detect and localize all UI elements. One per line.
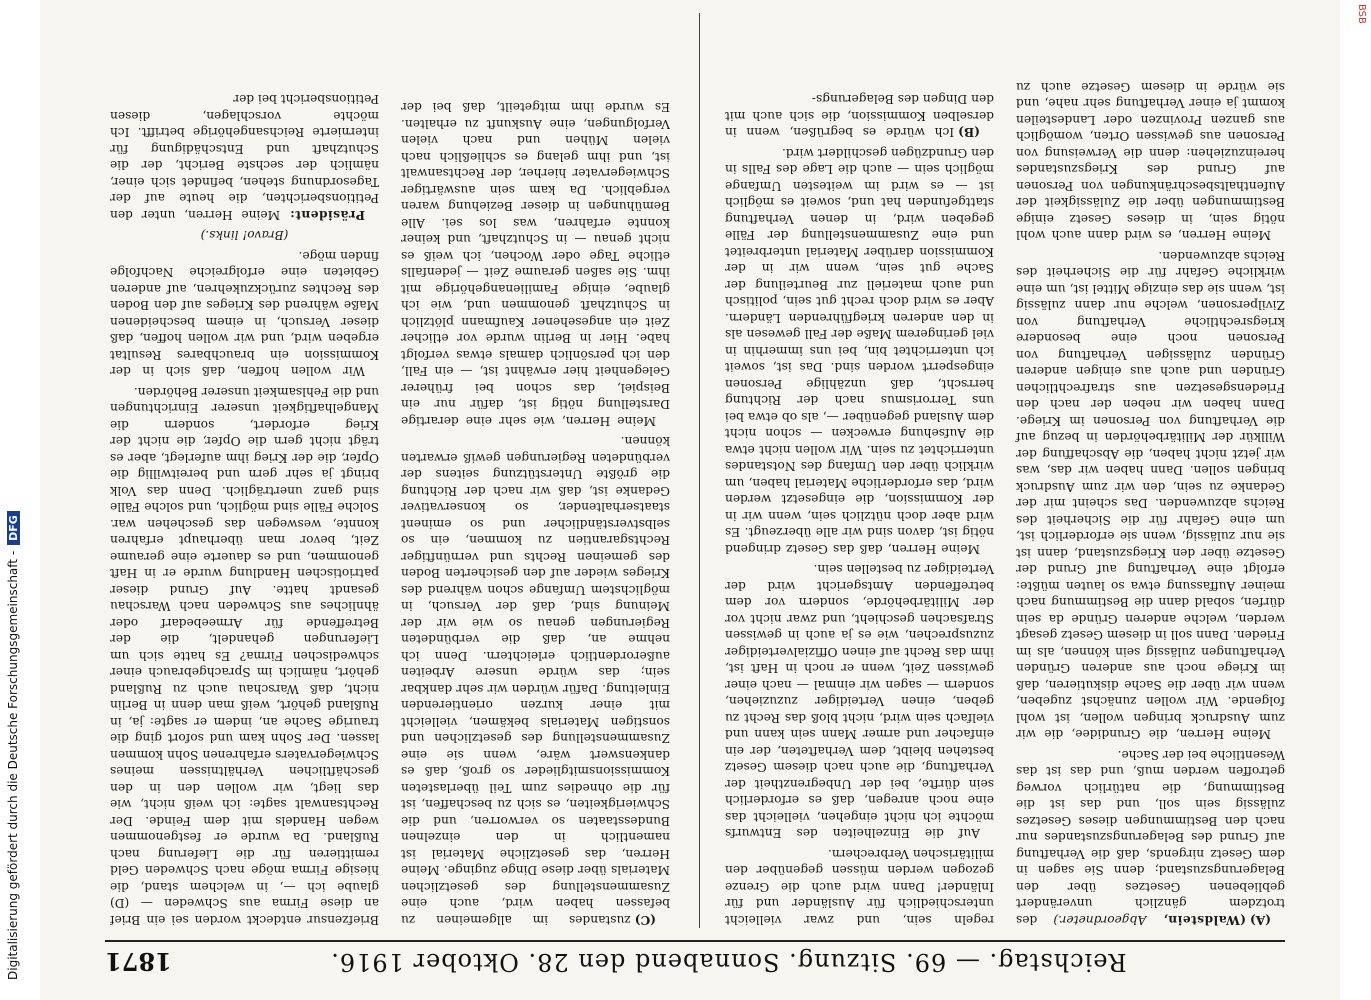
speaker-name: (Waldstein, [1146,913,1246,927]
paragraph [725,91,994,141]
paragraph-text: des trotzdem gänzlich unverändert gebliebenen Gesetzes über den Belagerungszustand; denn Sie sagen in dem Gesetz nirgends, daß die Verhaftung auf Grund des Belagerungszustandes nur nach den Bestimmungen dieses Gesetzes zulässig sein soll, und das ist die Bestimmung, die natürlich vorweg getroffen werden muß, und das ist das Wesentliche bei der Sache. [1016,748,1285,927]
margin-marker: (A) [1250,913,1271,927]
funding-credit [6,511,20,980]
paragraph-text: Meine Herren, die Grundidee, die wir zum Ausdruck bringen wollen, ist wohl folgende. Wir wollen zunächst zugeben, wenn wir über die Sache diskutieren, daß im Kriege noch aus anderen Gründen Verhaftungen zulässig sein können, als im Frieden. Dann soll in diesem Gesetz gesagt werden, welche anderen Gründe da sein dürfen, sobald dann die Bestimmung nach meiner Auffassung etwa so lauten müßte: erfolgt eine Verhaftung auf Grund der Gesetze über den Kriegszustand, dann ist sie nur zulässig, wenn sie erforderlich ist, um eine Gefahr für die Sicherheit des Reichs abzuwenden. Das scheint mir der Gedanke zu sein, den wir zum Ausdruck bringen sollen. Dann haben wir das, was wir jetzt nicht haben, die Abschaffung der Willkür der Militärbehörden in bezug auf die Verhaftung von Personen im Kriege. Dann haben wir neben der nach den Friedensgesetzen aus strafrechtlichen Gründen und auch aus einigen anderen Gründen zulässigen Verhaftung von Personen noch eine besondere kriegsrechtliche Verhaftung von Zivilpersonen, welche nur dann zulässig ist, wenn sie das einzige Mittel ist, um eine wirkliche Gefahr für die Sicherheit des Reichs abzuwenden. [1016,249,1285,742]
dfg-logo: DFG [7,511,20,545]
speaker-name: Präsident: [280,208,365,222]
library-mark: BSB [1356,4,1367,24]
scanned-page [40,0,1340,1000]
applause-note: (Bravo! links.) [200,228,289,243]
paragraph-text: Wir wollen hoffen, daß sich in der Kommission ein brauchbares Resultat ergeben wird, und wir wollen hoffen, daß dieser Versuch, in einem bescheidenen Maße während des Krieges auf den Boden des Rechtes zurückzukehren, auf anderen Gebieten eine erfolgreiche Nachfolge finden möge. [110,249,379,379]
page-header [105,940,1285,982]
funding-credit-text: Digitalisierung gefördert durch die Deutsche Forschungsgemeinschaft - [6,550,20,980]
paragraph-text: Meine Herren, wie sehr eine derartige Darstellung nötig ist, dafür nur ein Beispiel, das schon bei früherer Gelegenheit hier erwähnt ist, — ein Fall, den ich persönlich damals etwas verfolgt habe. Hier in Berlin wurde vor etlicher Zeit ein angesehener Kaufmann plötzlich in Schutzhaft genommen und, wie ich glaube, einige Familienangehörige mit ihm. Sie saßen geraume Zeit — jedenfalls etliche Tage oder Wochen, ich weiß es nicht genau — in Schutzhaft, und keiner konnte erfahren, was los sei. Alle Bemühungen in dieser Beziehung waren vergeblich. Da kam sein auswärtiger Schwiegervater hierher, der Rechtsanwalt ist, und ihm gelang es schließlich nach vielen Mühen und nach vielen Verfolgungen, eine Auskunft zu erhalten. Es wurde ihm mitgeteilt, daß bei der Briefzensur entdeckt worden sei ein Brief an diese Firma aus Schweden — (D) glaube ich —, in welchem stand, die hiesige Firma möge nach Schweden Geld remittieren für die Lieferung nach Rußland. Da wurde er festgenommen wegen Handels mit dem Feinde. Der Rechtsanwalt sagte: ich weiß nicht, wie das liegt, wir wollen den in den geschäftlichen Verhältnissen meines Schwiegervaters erfahrenen Sohn kommen lassen. Der Sohn kam und sofort ging die traurige Sache an, indem er sagte: ja, in Rußland gehört, weiß man denn in Berlin nicht, daß Warschau auch zu Rußland gehört, nämlich im Sprachgebrauch einer schwedischen Firma? Es hatte sich um Lieferungen gehandelt, die der Betreffende für Armeebedarf oder ähnliches aus Schweden nach Warschau gesandt hatte. Auf Grund dieser patriotischen Handlung wurde er in Haft genommen, und es dauerte eine geraume Zeit, bevor man überhaupt erfahren konnte, weswegen das geschehen war. Solche Fälle sind möglich, und solche Fälle sind ganz unerträglich. Denn das Volk bringt ja sehr gern und bereitwillig die Opfer, die der Krieg ihm auferlegt, aber es trägt nicht gern die Opfer, die nicht der Krieg erfordert, sondern die Mangelhaftigkeit unserer Einrichtungen und die Fehlsamkeit unserer Behörden. [110,100,670,927]
paragraph [110,248,379,380]
margin-marker: (B) [958,125,980,140]
paragraph-text: zustandes im allgemeinen zu befassen haben wird, auch eine Zusammenstellung des gesetzlichen Materials über diese Dinge zuginge. Meine Herren, das gesetzliche Material ist namentlich in den einzelnen Bundesstaaten so verworren, und die Schwierigkeiten, es sich zu beschaffen, ist für die ohnedies zum Teil überlasteten Kommissionsmitglieder so groß, daß es dankenswert wäre, wenn sie eine Zusammenstellung des gesetzlichen und sonstigen Materials bekämen, vielleicht mit einer kurzen orientierenden Einleitung. Dafür würden wir sehr dankbar sein; das würde unsere Arbeiten außerordentlich erleichtern. Denn ich nehme an, daß die verbündeten Regierungen genau so wie wir der Meinung sind, daß der Versuch, in möglichstem Umfange schon während des Krieges wieder auf den gesicherten Boden des gemeinen Rechts und vernünftiger Rechtsgarantien zu kommen, ein so selbstverständlicher und so eminent staatserhaltender, so konservativer Gedanke ist, daß wir nach der Richtung die größte Unterstützung seitens der verbündeten Regierungen gewiß erwarten können. [401,434,670,927]
paragraph [110,227,379,244]
page-header-title: Reichstag. — 69. Sitzung. Sonnabend den 28. Oktober 1916. [330,948,1127,976]
paragraph [725,561,994,842]
paragraph [401,433,670,928]
paragraph [1016,248,1285,743]
paragraph-text: Meine Herren, es wird dann auch wohl nötig sein, in dieses Gesetz einige Bestimmungen über die Zulässigkeit der Aufenthaltsbeschränkungen von Personen auf Grund des Kriegszustandes hereinzuziehen: denn die Verweisung von Personen aus gewissen Orten, womöglich aus ganzen Provinzen oder Landesteilen kommt ja einer Verhaftung sehr nahe, und sie würde in diesem Gesetze auch zu regeln sein, und zwar vielleicht unterschiedlich für Ausländer und für Inländer! Dann wird auch die Grenze gezogen werden müssen gegenüber den militärischen Verbrechern. [725,80,1285,927]
left-text-column [725,13,1285,928]
paragraph-text: Ich würde es begrüßen, wenn in derselben Kommission, die sich auch mit den Dingen des Belagerungs- [725,92,994,140]
paragraph-text: Meine Herren, daß das Gesetz dringend nötig ist, davon sind wir alle überzeugt. Es wird aber doch nützlich sein, wenn wir in der Kommission, die eingesetzt werden wird, das erforderliche Material haben, um wirklich über den Umfang des Notstandes unterrichtet zu sein. Wir wollen nicht etwa die Aufsehung erwecken — schon nicht dem Ausland gegenüber —, als ob etwa bei uns Terrorismus nach der Richtung herrscht, daß unzählige Personen eingesperrt worden sind. Das ist, soweit ich unterrichtet bin, bei uns immerhin in viel geringerem Maße der Fall gewesen als in den anderen kriegführenden Ländern. Aber es wird doch recht gut sein, politisch und auch materiell zur Beurteilung der Sache gut sein, wenn wir in der Kommission darüber Material unterbreitet und eine Zusammenstellung der Fälle gegeben wird, in denen Verhaftung stattgefunden hat und, soweit es möglich ist — es wird im weitesten Umfange möglich sein — auch die Lage des Falls in den Grundzügen geschildert wird. [725,146,994,556]
page-number: 1871 [105,947,172,977]
paragraph [725,145,994,558]
column-divider [699,13,700,928]
paragraph-text: Meine Herren, unter den Petitionsberichten, die heute auf der Tagesordnung stehen, befindet sich einer, nämlich der sechste Bericht, der die Schutzhaft und Entschädigung für internierte Reichsangehörige betrifft. Ich möchte vorschlagen, diesen Petitionsbericht bei der [110,92,379,222]
speaker-note: Abgeordneter.) [1037,913,1147,927]
right-text-column [110,13,670,928]
margin-marker: (C) [634,913,656,927]
paragraph [1016,747,1285,929]
paragraph-text: Auf die Einzelheiten des Entwurfs möchte ich nicht eingehen, vielleicht das eine noch anregen, daß es erforderlich sein dürfte, bei der Unbegrenztheit der Verhaftung, die auch nach diesem Gesetz bestehen bleibt, dem Verhafteten, der ein einfacher und armer Mann sein kann und vielfach sein wird, nicht bloß das Recht zu geben, einen Verteidiger zuzuziehen, sondern — sagen wir einmal — nach einer gewissen Zeit, wenn er noch in Haft ist, ihm das Recht auf einen Offizialverteidiger zuzusprechen, wie es ja auch in gewissen Strafsachen geschieht, und zwar nicht vor der Militärbehörde, sondern vor dem betreffenden Amtsgericht wird der Verteidiger zu bestellen sein. [725,562,994,841]
paragraph [110,91,379,223]
